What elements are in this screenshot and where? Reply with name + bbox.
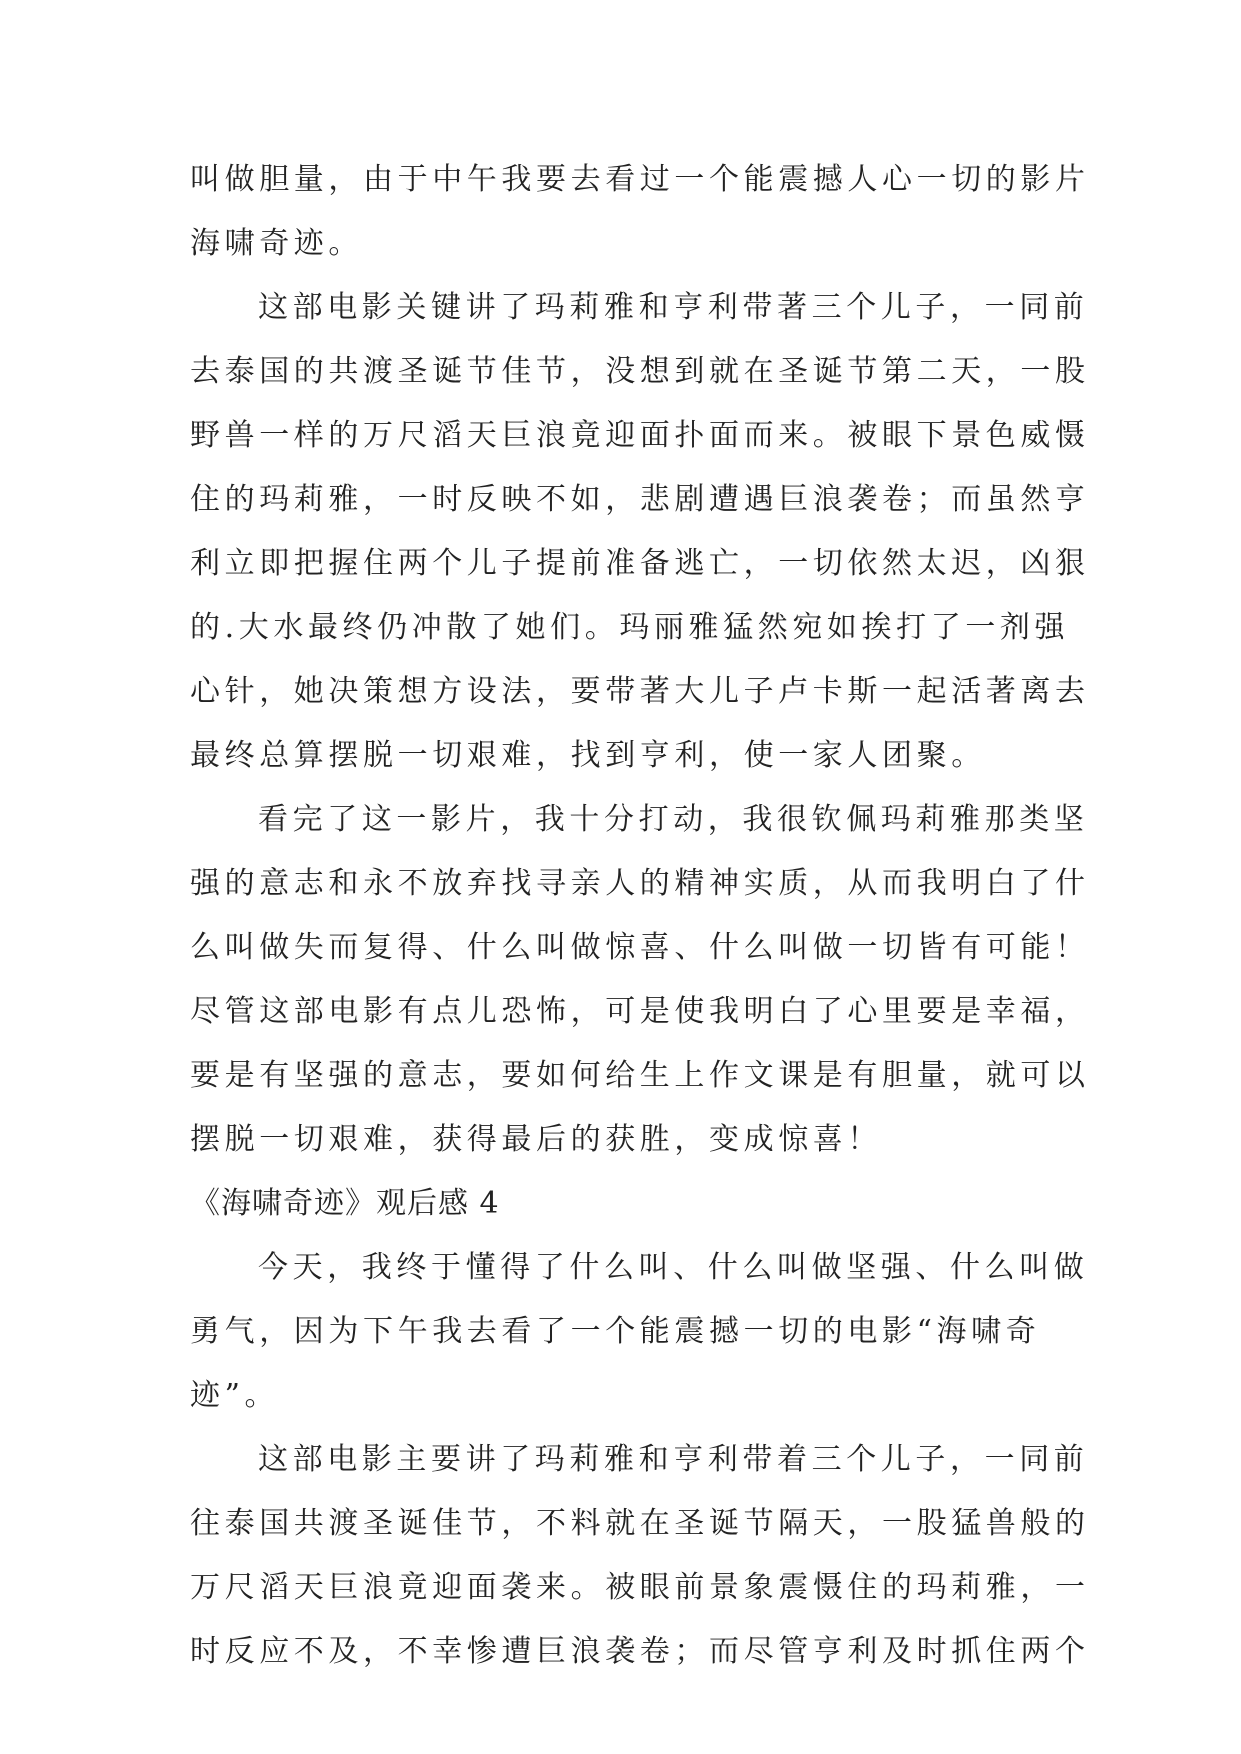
text-line: 心针，她决策想方设法，要带著大儿子卢卡斯一起活著离去: [190, 674, 1090, 709]
text-line: 尽管这部电影有点儿恐怖，可是使我明白了心里要是幸福，: [190, 994, 1090, 1029]
text-line: 叫做胆量，由于中午我要去看过一个能震撼人心一切的影片: [190, 162, 1090, 197]
text-line: 迹”。: [190, 1378, 280, 1413]
text-line: 勇气，因为下午我去看了一个能震撼一切的电影“海啸奇: [190, 1314, 1041, 1349]
text-line: 强的意志和永不放弃找寻亲人的精神实质，从而我明白了什: [190, 866, 1090, 901]
text-line: 最终总算摆脱一切艰难，找到亨利，使一家人团聚。: [190, 738, 986, 773]
text-line: 时反应不及，不幸惨遭巨浪袭卷；而尽管亨利及时抓住两个: [190, 1634, 1090, 1669]
text-line: 野兽一样的万尺滔天巨浪竟迎面扑面而来。被眼下景色威慑: [190, 418, 1090, 453]
document-body: [190, 148, 1090, 1684]
paragraph-start-line: 看完了这一影片，我十分打动，我很钦佩玛莉雅那类坚: [258, 802, 1089, 837]
section-title: 《海啸奇迹》观后感 4: [190, 1186, 500, 1221]
text-line: 住的玛莉雅，一时反映不如，悲剧遭遇巨浪袭卷；而虽然亨: [190, 482, 1090, 517]
paragraph-start-line: 这部电影关键讲了玛莉雅和亨利带著三个儿子，一同前: [258, 290, 1089, 325]
text-line: 摆脱一切艰难，获得最后的获胜，变成惊喜！: [190, 1122, 882, 1157]
paragraph-start-line: 这部电影主要讲了玛莉雅和亨利带着三个儿子，一同前: [258, 1442, 1089, 1477]
text-line: 么叫做失而复得、什么叫做惊喜、什么叫做一切皆有可能！: [190, 930, 1090, 965]
text-line: 要是有坚强的意志，要如何给生上作文课是有胆量，就可以: [190, 1058, 1090, 1093]
text-line: 海啸奇迹。: [190, 226, 363, 261]
text-line: 往泰国共渡圣诞佳节，不料就在圣诞节隔天，一股猛兽般的: [190, 1506, 1090, 1541]
text-line: 的.大水最终仍冲散了她们。玛丽雅猛然宛如挨打了一剂强: [190, 610, 1070, 645]
text-line: 利立即把握住两个儿子提前准备逃亡，一切依然太迟，凶狠: [190, 546, 1090, 581]
text-line: 万尺滔天巨浪竟迎面袭来。被眼前景象震慑住的玛莉雅，一: [190, 1570, 1090, 1605]
paragraph-start-line: 今天，我终于懂得了什么叫、什么叫做坚强、什么叫做: [258, 1250, 1089, 1285]
text-line: 去泰国的共渡圣诞节佳节，没想到就在圣诞节第二天，一股: [190, 354, 1090, 389]
